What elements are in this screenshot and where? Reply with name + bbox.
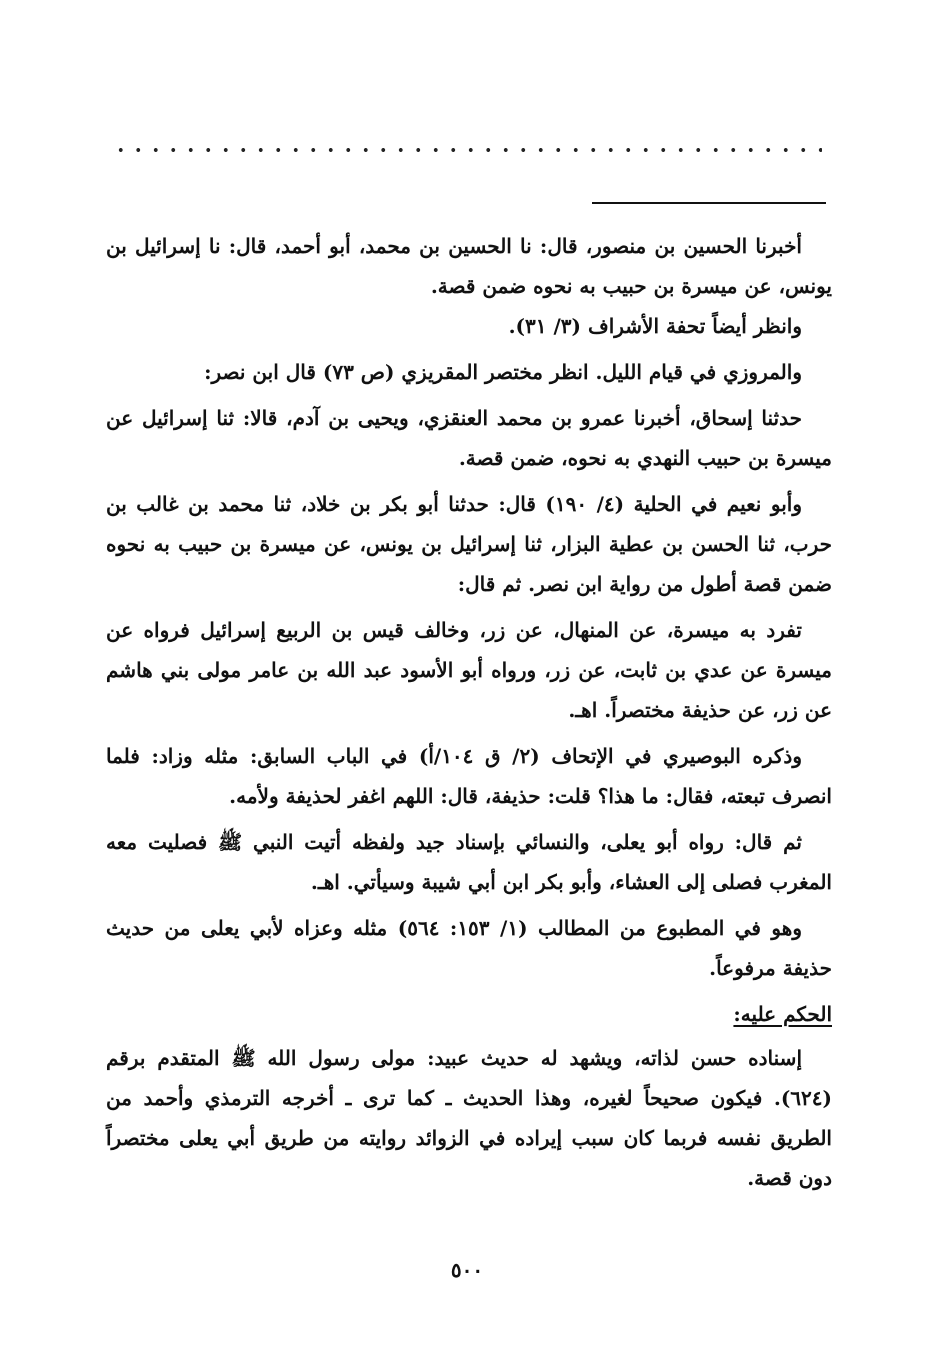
paragraph: وأبو نعيم في الحلية (٤/ ١٩٠) قال: حدثنا أبو بكر بن خلاد، ثنا محمد بن غالب بن حرب، ثنا الحسن بن عطية البزار، ثنا إسرائيل بن يونس، عن ميسرة بن حبيب به نحوه ضمن قصة أطول من رواية ابن نصر. ثم قال:	[106, 492, 832, 596]
paragraph: وذكره البوصيري في الإتحاف (٢/ ق ١٠٤/أ) في الباب السابق: مثله وزاد: فلما انصرف تبعته، فقال: ما هذا؟ قلت: حذيفة، قال: اللهم اغفر لحذيفة ولأمه.	[106, 744, 832, 808]
dotted-separator	[112, 134, 822, 166]
page-body	[106, 226, 832, 1198]
paragraph: أخبرنا الحسين بن منصور، قال: نا الحسين بن محمد، أبو أحمد، قال: نا إسرائيل بن يونس، عن ميسرة بن حبيب به نحوه ضمن قصة.	[106, 234, 832, 298]
ruling-text: إسناده حسن لذاته، ويشهد له حديث عبيد: مولى رسول الله ﷺ المتقدم برقم (٦٢٤). فيكون صحيحاً لغيره، وهذا الحديث ـ كما ترى ـ أخرجه الترمذي وأحمد من الطريق نفسه فربما كان سبب إيراده في الزوائد روايته من طريق أبي يعلى مختصراً دون قصة.	[106, 1046, 832, 1190]
paragraph: وهو في المطبوع من المطالب (١/ ١٥٣: ٥٦٤) مثله وعزاه لأبي يعلى من حديث حذيفة مرفوعاً.	[106, 916, 832, 980]
paragraph: حدثنا إسحاق، أخبرنا عمرو بن محمد العنقزي، ويحيى بن آدم، قالا: ثنا إسرائيل عن ميسرة بن حبيب النهدي به نحوه، ضمن قصة.	[106, 406, 832, 470]
ruling-heading: الحكم عليه:	[733, 1002, 832, 1026]
paragraph: ثم قال: رواه أبو يعلى، والنسائي بإسناد جيد ولفظه أتيت النبي ﷺ فصليت معه المغرب فصلى إلى العشاء، وأبو بكر ابن أبي شيبة وسيأتي. اهـ.	[106, 830, 832, 894]
page-number: ٥٠٠	[450, 1258, 484, 1282]
paragraph: والمروزي في قيام الليل. انظر مختصر المقريزي (ص ٧٣) قال ابن نصر:	[204, 360, 802, 384]
footnote-rule	[592, 202, 826, 204]
paragraph: تفرد به ميسرة، عن المنهال، عن زر، وخالف قيس بن الربيع إسرائيل فرواه عن ميسرة عن عدي بن ثابت، عن زر، ورواه أبو الأسود عبد الله بن عامر مولى بني هاشم عن زر، عن حذيفة مختصراً. اهـ.	[106, 618, 832, 722]
paragraph: وانظر أيضاً تحفة الأشراف (٣/ ٣١).	[508, 314, 802, 338]
